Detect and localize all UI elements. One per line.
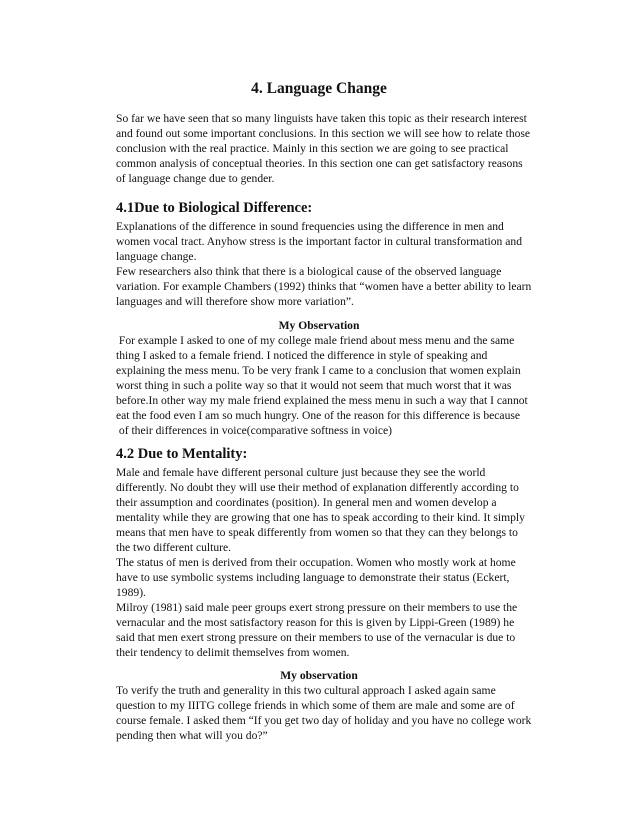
observation-2-line: pending then what will you do?” — [116, 729, 268, 742]
observation-1-heading: My Observation — [278, 319, 360, 332]
intro-line: and found out some important conclusions. In this section we will see how to relate those — [116, 127, 531, 140]
section-4-2-heading: 4.2 Due to Mentality: — [116, 446, 248, 462]
observation-2-heading: My observation — [280, 669, 358, 682]
section-4-2-line: 1989). — [116, 586, 146, 599]
observation-2-line: course female. I asked them “If you get two day of holiday and you have no college work — [116, 714, 532, 727]
section-4-2-line: vernacular and the most satisfactory reason for this is given by Lippi-Green (1989) he — [116, 616, 515, 629]
section-4-2-line: Male and female have different personal culture just because they see the world — [116, 466, 486, 479]
observation-1-line: explaining the mess menu. To be very frank I came to a conclusion that women explain — [116, 364, 521, 377]
observation-2-line: question to my IIITG college friends in which some of them are male and some are of — [116, 699, 515, 712]
section-4-2-line: said that men exert strong pressure on their members to use of the vernacular is due to — [116, 631, 516, 644]
section-4-1-line: Few researchers also think that there is a biological cause of the observed language — [116, 265, 502, 278]
section-4-2-line: mentality while they are growing that one has to speak according to their kind. It simply — [116, 511, 525, 524]
section-4-2-line: have to use symbolic systems including language to demonstrate their status (Eckert, — [116, 571, 510, 584]
section-4-2-line: The status of men is derived from their occupation. Women who mostly work at home — [116, 556, 516, 569]
observation-1-line: eat the food even I am so much hungry. One of the reason for this difference is because — [116, 409, 521, 422]
intro-line: common analysis of conceptual theories. In this section one can get satisfactory reasons — [116, 157, 523, 170]
section-4-1-line: languages and will therefore show more variation”. — [116, 295, 354, 308]
page-title: 4. Language Change — [251, 80, 387, 97]
intro-line: of language change due to gender. — [116, 172, 275, 185]
section-4-1-line: women vocal tract. Anyhow stress is the important factor in cultural transformation and — [116, 235, 522, 248]
section-4-2-line: their tendency to delimit themselves from women. — [116, 646, 350, 659]
section-4-1-line: variation. For example Chambers (1992) thinks that “women have a better ability to learn — [116, 280, 532, 293]
observation-1-line: For example I asked to one of my college male friend about mess menu and the same — [116, 334, 515, 347]
section-4-2-line: Milroy (1981) said male peer groups exert strong pressure on their members to use the — [116, 601, 518, 614]
section-4-2-line: differently. No doubt they will use their method of explanation differently according to — [116, 481, 519, 494]
observation-1-line: of their differences in voice(comparative softness in voice) — [116, 424, 392, 437]
section-4-1-line: language change. — [116, 250, 197, 263]
observation-1-line: before.In other way my male friend explained the mess menu in such a way that I cannot — [116, 394, 528, 407]
observation-1-line: worst thing in such a polite way so that it would not seem that much worst that it was — [116, 379, 512, 392]
section-4-2-line: means that men have to speak differently from women so that they can they belongs to — [116, 526, 518, 539]
section-4-2-line: their assumption and coordinates (position). In general men and women develop a — [116, 496, 497, 509]
intro-line: conclusion with the real practice. Mainly in this section we are going to see practical — [116, 142, 509, 155]
section-4-1-heading: 4.1Due to Biological Difference: — [116, 200, 313, 216]
observation-2-line: To verify the truth and generality in this two cultural approach I asked again same — [116, 684, 496, 697]
observation-1-line: thing I asked to a female friend. I noticed the difference in style of speaking and — [116, 349, 488, 362]
section-4-1-line: Explanations of the difference in sound frequencies using the difference in men and — [116, 220, 504, 233]
section-4-2-line: the two different culture. — [116, 541, 232, 554]
intro-line: So far we have seen that so many linguists have taken this topic as their research interest — [116, 112, 527, 125]
